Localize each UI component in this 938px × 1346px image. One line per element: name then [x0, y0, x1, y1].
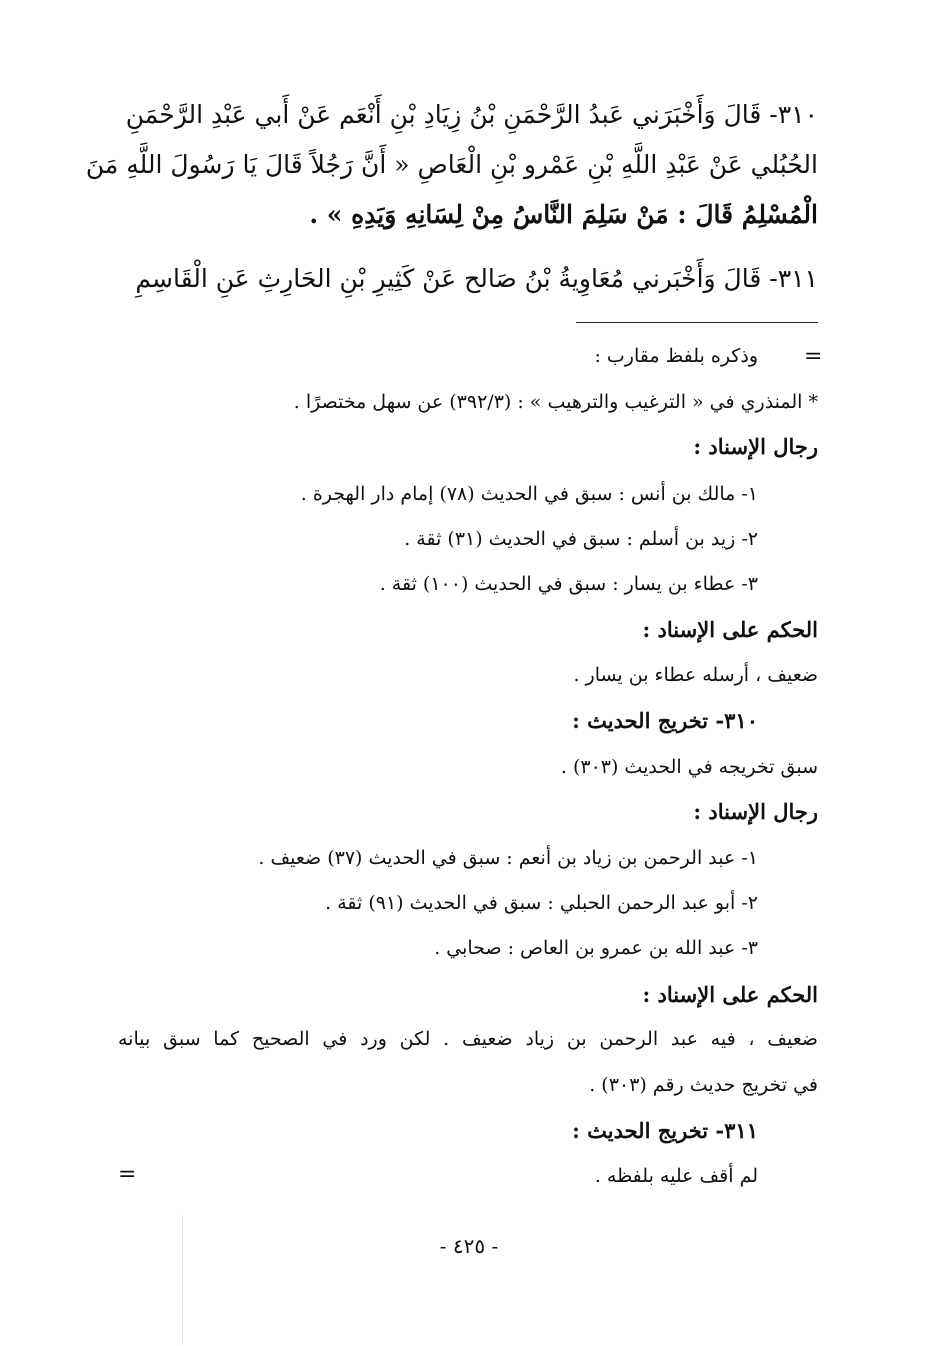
footnote-separator — [576, 322, 818, 323]
takhrij-311-text: لم أقف عليه بلفظه . — [594, 1165, 758, 1187]
takhrij-310-text: سبق تخريجه في الحديث (٣٠٣) . — [560, 756, 818, 778]
hukm-310-text-line-1: ضعيف ، فيه عبد الرحمن بن زياد ضعيف . لكن ورد في الصحيح كما سبق بيانه — [118, 1028, 818, 1050]
footnote-mundhiri: * المنذري في « الترغيب والترهيب » : (٣٩٢/٣) عن سهل مختصرًا . — [293, 391, 818, 413]
hukm-heading-310: الحكم على الإسناد : — [642, 982, 818, 1007]
footnote-intro: وذكره بلفظ مقارب : — [594, 345, 758, 367]
takhrij-heading-311: ٣١١- تخريج الحديث : — [572, 1118, 758, 1143]
continuation-mark-top: = — [804, 344, 823, 369]
rijal-310-item-2: ٢- أبو عبد الرحمن الحبلي : سبق في الحديث (٩١) ثقة . — [325, 892, 758, 914]
hadith-310-line-2: الحُبُلي عَنْ عَبْدِ اللَّهِ بْنِ عَمْرو بْنِ الْعَاصِ « أَنَّ رَجُلاً قَالَ يَا رَسُولَ اللَّهِ مَنَ — [85, 150, 818, 179]
rijal-heading-309: رجال الإسناد : — [693, 434, 818, 459]
hadith-311-line-1: ٣١١- قَالَ وَأَخْبَرني مُعَاوِيةُ بْنُ صَالح عَنْ كَثِيرِ بْنِ الحَارِثِ عَنِ الْقَاسِمِ — [135, 264, 818, 293]
takhrij-heading-310: ٣١٠- تخريج الحديث : — [572, 708, 758, 733]
page-number: - ٤٢٥ - — [439, 1234, 499, 1258]
rijal-309-item-2: ٢- زيد بن أسلم : سبق في الحديث (٣١) ثقة . — [404, 528, 758, 550]
hukm-310-text-line-2: في تخريج حديث رقم (٣٠٣) . — [589, 1074, 818, 1096]
rijal-heading-310: رجال الإسناد : — [693, 799, 818, 824]
rijal-309-item-3: ٣- عطاء بن يسار : سبق في الحديث (١٠٠) ثقة . — [379, 573, 758, 595]
hukm-heading-309: الحكم على الإسناد : — [642, 617, 818, 642]
rijal-309-item-1: ١- مالك بن أنس : سبق في الحديث (٧٨) إمام دار الهجرة . — [300, 483, 758, 505]
rijal-310-item-3: ٣- عبد الله بن عمرو بن العاص : صحابي . — [434, 937, 758, 959]
hadith-310-line-1: ٣١٠- قَالَ وَأَخْبَرَني عَبدُ الرَّحْمَنِ بْنُ زِيَادِ بْنِ أَنْعَم عَنْ أَبي عَبْدِ الرَّحْمَنِ — [125, 100, 818, 129]
hukm-309-text: ضعيف ، أرسله عطاء بن يسار . — [573, 664, 818, 686]
hadith-310-line-3: الْمُسْلِمُ قَالَ : مَنْ سَلِمَ النَّاسُ مِنْ لِسَانِهِ وَيَدِهِ » . — [309, 200, 818, 229]
continuation-mark-bottom: = — [118, 1162, 137, 1187]
rijal-310-item-1: ١- عبد الرحمن بن زياد بن أنعم : سبق في الحديث (٣٧) ضعيف . — [258, 847, 758, 869]
